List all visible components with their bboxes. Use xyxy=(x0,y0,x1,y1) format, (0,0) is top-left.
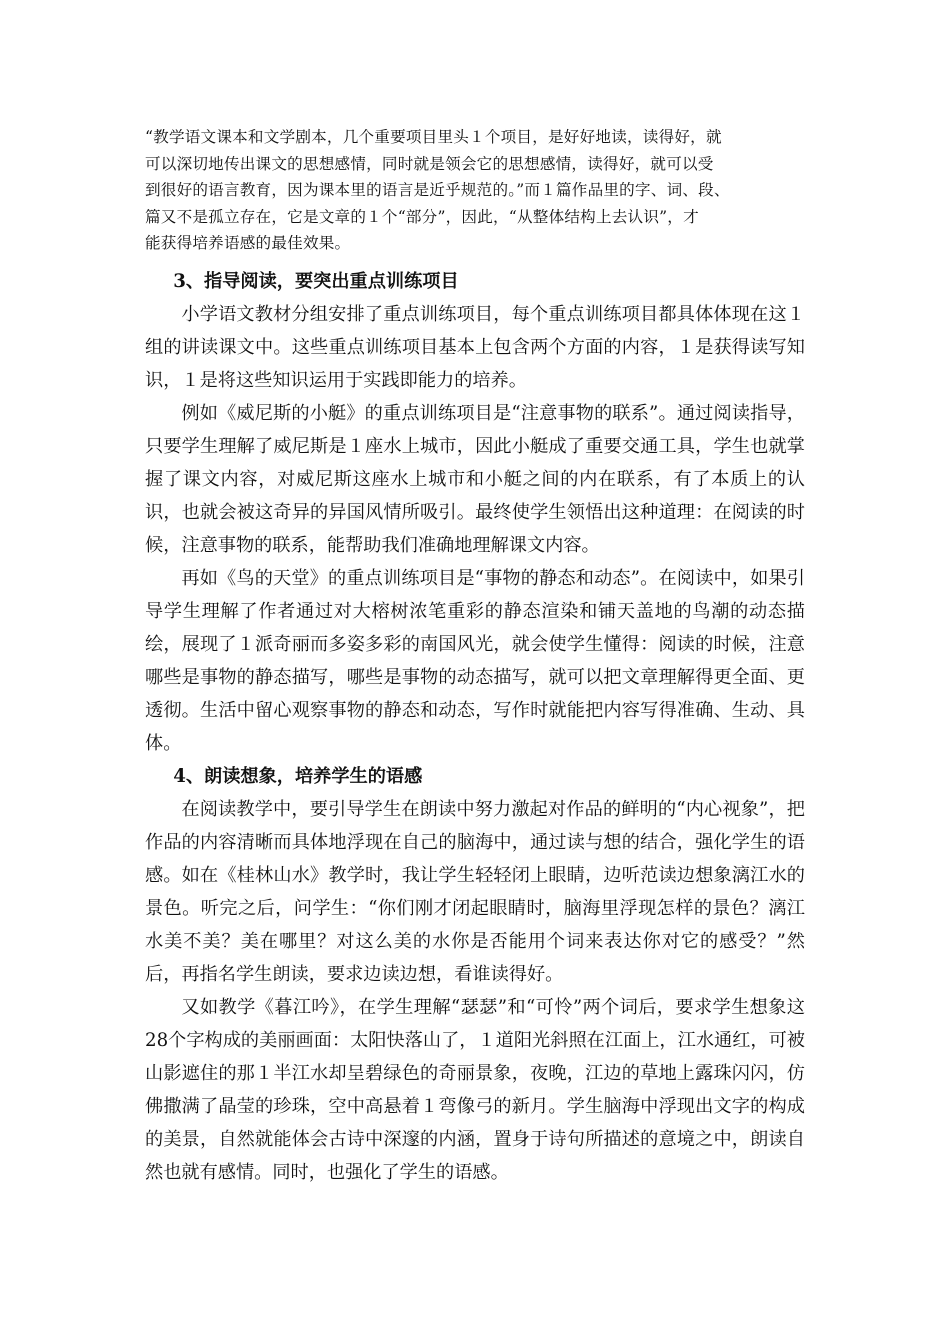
paragraph: 再如《鸟的天堂》的重点训练项目是“事物的静态和动态”。在阅读中，如果引导学生理解了作者通过对大榕树浓笔重彩的静态渲染和铺天盖地的鸟潮的动态描绘，展现了１派奇丽而多姿多彩的南国风光，就会使学生懂得：阅读的时候，注意哪些是事物的静态描写，哪些是事物的动态描写，就可以把文章理解得更全面、更透彻。生活中留心观察事物的静态和动态，写作时就能把内容写得准确、生动、具体。 xyxy=(145,568,805,754)
quote-paragraph xyxy=(145,124,820,257)
body-text xyxy=(145,265,805,1189)
paragraph: 例如《威尼斯的小艇》的重点训练项目是“注意事物的联系”。通过阅读指导，只要学生理解了威尼斯是１座水上城市，因此小艇成了重要交通工具，学生也就掌握了课文内容，对威尼斯这座水上城市和小艇之间的内在联系，有了本质上的认识，也就会被这奇异的异国风情所吸引。最终使学生领悟出这种道理：在阅读的时候，注意事物的联系，能帮助我们准确地理解课文内容。 xyxy=(145,403,805,556)
section-3-heading: 3、指导阅读，要突出重点训练项目 xyxy=(173,271,459,292)
paragraph: 又如教学《暮江吟》，在学生理解“瑟瑟”和“可怜”两个词后，要求学生想象这28个字构成的美丽画面：太阳快落山了，１道阳光斜照在江面上，江水通红，可被山影遮住的那１半江水却呈碧绿色的奇丽景象，夜晚，江边的草地上露珠闪闪，仿佛撒满了晶莹的珍珠，空中高悬着１弯像弓的新月。学生脑海中浮现出文字的构成的美景，自然就能体会古诗中深邃的内涵，置身于诗句所描述的意境之中，朗读自然也就有感情。同时，也强化了学生的语感。 xyxy=(145,997,805,1183)
quote-line: 可以深切地传出课文的思想感情，同时就是领会它的思想感情，读得好，就可以受 xyxy=(145,154,714,173)
paragraph: 在阅读教学中，要引导学生在朗读中努力激起对作品的鲜明的“内心视象”，把作品的内容清晰而具体地浮现在自己的脑海中，通过读与想的结合，强化学生的语感。如在《桂林山水》教学时，我让学生轻轻闭上眼睛，边听范读边想象漓江水的景色。听完之后，问学生：“你们刚才闭起眼睛时，脑海里浮现怎样的景色？漓江水美不美？美在哪里？对这么美的水你是否能用个词来表达你对它的感受？”然后，再指名学生朗读，要求边读边想，看谁读得好。 xyxy=(145,799,805,985)
paragraph: 小学语文教材分组安排了重点训练项目，每个重点训练项目都具体体现在这１组的讲读课文中。这些重点训练项目基本上包含两个方面的内容，１是获得读写知识，１是将这些知识运用于实践即能力的培养。 xyxy=(145,304,805,391)
quote-line: 能获得培养语感的最佳效果。 xyxy=(145,234,351,253)
quote-line: 到很好的语言教育，因为课本里的语言是近乎规范的。”而１篇作品里的字、词、段、 xyxy=(145,181,730,200)
quote-line: 篇又不是孤立存在，它是文章的１个“部分”，因此，“从整体结构上去认识”，才 xyxy=(145,207,699,226)
section-4-heading: 4、朗读想象，培养学生的语感 xyxy=(173,766,423,787)
quote-line: “教学语文课本和文学剧本，几个重要项目里头１个项目，是好好地读，读得好，就 xyxy=(145,128,722,146)
